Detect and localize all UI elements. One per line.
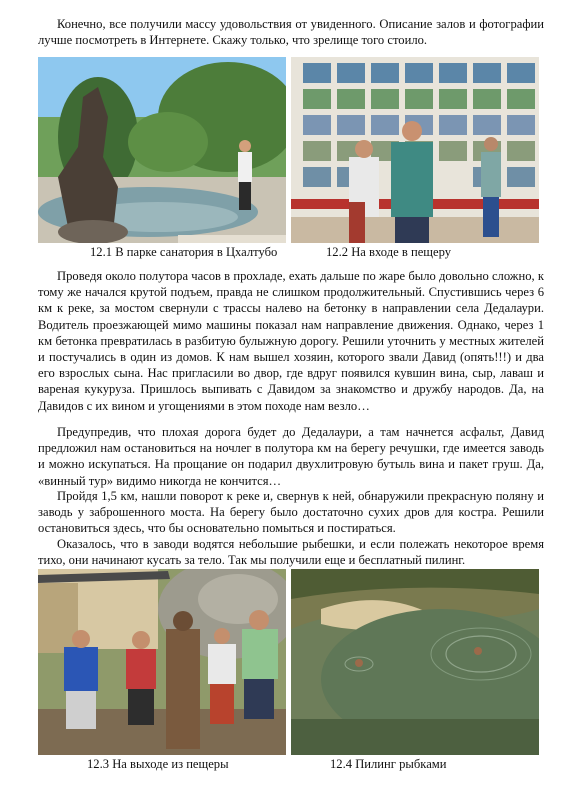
paragraph-camp: Пройдя 1,5 км, нашли поворот к реке и, свернув к ней, обнаружили прекрасную поляну и заводь у заброшенного моста. На берегу было достаточно сухих дров для костра. Решили остановиться здесь, что бы основательно помыться и постираться.	[38, 489, 544, 536]
caption-12-3: 12.3 На выходе из пещеры	[87, 757, 229, 771]
paragraph-intro: Конечно, все получили массу удовольствия от увиденного. Описание залов и фотографии лучше посмотреть в Интернете. Скажу только, что зрелище того стоило.	[38, 17, 544, 48]
paragraph-fish: Оказалось, что в заводи водятся небольшие рыбешки, и если полежать некоторое время тихо, они начинают кусать за тело. Так мы получили еще и бесплатный пилинг.	[38, 537, 544, 568]
paragraph-david: Предупредив, что плохая дорога будет до Дедалаури, а там начнется асфальт, Давид предложил нам остановиться на ночлег в полутора км на берегу речушки, где имеется заводь и можно искупаться. На прощание он подарил двухлитровую бутыль вина и пакет груш. Да, «винный тур» видимо никогда не кончится…	[38, 425, 544, 488]
photo-cave-exit	[38, 569, 286, 755]
photo-sanatorium-park	[38, 57, 286, 243]
paragraph-journey: Проведя около полутора часов в прохладе, ехать дальше по жаре было довольно сложно, к тому же начался крутой подъем, правда не слишком продолжительный. Спустившись через 6 км к реке, за мостом свернули с трассы налево на бетонку в направлении села Дедалаури. Водитель проезжающей мимо машины показал нам направление движения. Однако, через 1 км бетонка превратилась в разбитую булыжную дорогу. Решили уточнить у местных жителей и постучались в один из домов. К нам вышел хозяин, которого звали Давид (опять!!!) и два его взрослых сына. Нас пригласили во двор, где вдруг появился кувшин вина, сыр, лаваш и вареная кукуруза. Пришлось выпивать с Давидом за знакомство и дружбу народов. Да, на Давидов с их вином и угощениями в этом походе нам везло…	[38, 269, 544, 413]
caption-12-2: 12.2 На входе в пещеру	[326, 245, 452, 259]
photo-cave-entrance	[291, 57, 539, 243]
caption-12-4: 12.4 Пилинг рыбками	[330, 757, 447, 771]
caption-12-1: 12.1 В парке санатория в Цхалтубо	[90, 245, 278, 259]
photo-fish-peeling	[291, 569, 539, 755]
